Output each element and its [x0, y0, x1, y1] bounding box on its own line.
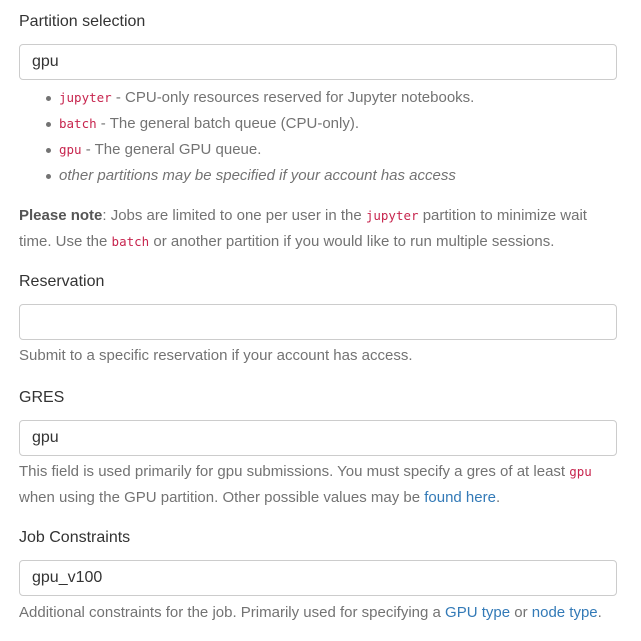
reservation-input[interactable]	[19, 304, 617, 340]
note-code-batch: batch	[111, 234, 150, 249]
reservation-help: Submit to a specific reservation if your account has access.	[19, 347, 413, 364]
gres-help-text: when using the GPU partition. Other possible values may be	[19, 489, 425, 506]
partition-input[interactable]	[19, 44, 617, 80]
partition-code-jupyter: jupyter	[59, 90, 112, 105]
note-text: or another partition if you would like to run multiple sessions.	[149, 233, 555, 250]
gres-help	[19, 459, 619, 511]
list-item	[59, 85, 474, 111]
partition-label: Partition selection	[19, 13, 146, 30]
constraints-help-text: or	[510, 604, 532, 621]
found-here-link[interactable]: found here	[424, 489, 496, 506]
note-code-jupyter: jupyter	[365, 208, 419, 223]
gres-input[interactable]	[19, 420, 617, 456]
partition-desc-gpu: - The general GPU queue.	[81, 141, 262, 158]
partition-code-gpu: gpu	[59, 142, 82, 157]
partition-options-list	[19, 85, 474, 189]
partition-desc-batch: - The general batch queue (CPU-only).	[96, 115, 360, 132]
other-partitions-note: other partitions may be specified if your account has access	[59, 163, 474, 189]
constraints-help	[19, 600, 619, 626]
note-text: : Jobs are limited to one per user in the	[102, 207, 366, 224]
partition-note	[19, 203, 619, 255]
partition-code-batch: batch	[59, 116, 97, 131]
note-text: partition to minimize wait time. Use the	[19, 207, 587, 250]
gpu-type-link[interactable]: GPU type	[445, 604, 511, 621]
constraints-help-text: .	[597, 604, 602, 621]
reservation-label: Reservation	[19, 273, 105, 290]
constraints-input[interactable]	[19, 560, 617, 596]
constraints-label: Job Constraints	[19, 529, 131, 546]
gres-label: GRES	[19, 389, 65, 406]
partition-desc-jupyter: - CPU-only resources reserved for Jupyter notebooks.	[111, 89, 475, 106]
gres-help-code: gpu	[569, 464, 592, 479]
list-item	[59, 137, 474, 163]
constraints-help-text: Additional constraints for the job. Primarily used for specifying a	[19, 604, 446, 621]
gres-help-text: This field is used primarily for gpu submissions. You must specify a gres of at least	[19, 463, 570, 480]
list-item	[59, 111, 474, 137]
node-type-link[interactable]: node type	[531, 604, 598, 621]
gres-help-text: .	[495, 489, 501, 506]
please-note-label: Please note	[19, 207, 103, 224]
